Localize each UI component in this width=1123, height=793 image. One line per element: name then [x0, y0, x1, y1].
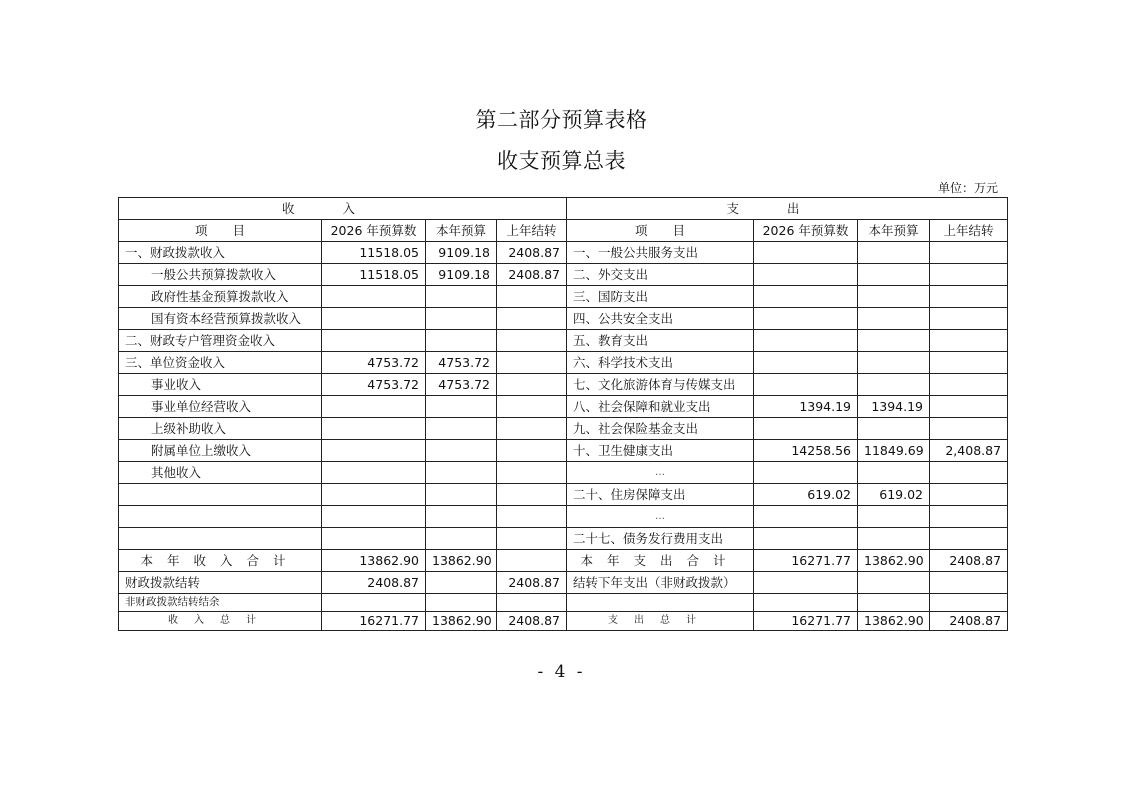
expense-item: 十、卫生健康支出	[567, 440, 754, 462]
expense-current-year	[858, 242, 930, 264]
expense-grand-total-carryover: 2408.87	[930, 612, 1008, 631]
income-current-year	[426, 330, 497, 352]
expense-current-year	[858, 352, 930, 374]
income-item: 二、财政专户管理资金收入	[119, 330, 322, 352]
expense-current-year	[858, 264, 930, 286]
table-row	[119, 352, 1008, 374]
income-item	[119, 484, 322, 506]
income-current-year: 4753.72	[426, 374, 497, 396]
table-row	[119, 396, 1008, 418]
income-item: 事业收入	[119, 374, 322, 396]
expense-item: 五、教育支出	[567, 330, 754, 352]
income-carryover	[497, 506, 567, 528]
expense-carryover	[930, 242, 1008, 264]
income-carryover	[497, 484, 567, 506]
income-item: 一般公共预算拨款收入	[119, 264, 322, 286]
expense-carryover	[930, 506, 1008, 528]
expense-current-year	[858, 308, 930, 330]
income-current-year: 4753.72	[426, 352, 497, 374]
expense-carryover	[930, 484, 1008, 506]
expense-item: 四、公共安全支出	[567, 308, 754, 330]
income-nonfiscal-budget-2026	[322, 594, 426, 612]
income-grand-total-current-year: 13862.90	[426, 612, 497, 631]
income-current-year-header: 本年预算	[426, 220, 497, 242]
income-grand-total-label: 收入总计	[119, 612, 322, 631]
expense-budget-2026	[754, 374, 858, 396]
income-item: 上级补助收入	[119, 418, 322, 440]
expense-item-header: 项 目	[567, 220, 754, 242]
income-current-year	[426, 308, 497, 330]
income-item-header: 项 目	[119, 220, 322, 242]
income-carryover	[497, 330, 567, 352]
expense-current-year	[858, 462, 930, 484]
income-carry-label: 财政拨款结转	[119, 572, 322, 594]
table-row	[119, 418, 1008, 440]
income-nonfiscal-label: 非财政拨款结转结余	[119, 594, 322, 612]
expense-carryover	[930, 528, 1008, 550]
expense-current-year	[858, 330, 930, 352]
table-row	[119, 528, 1008, 550]
income-carryover	[497, 286, 567, 308]
income-current-year	[426, 286, 497, 308]
expense-current-year	[858, 286, 930, 308]
income-carryover	[497, 418, 567, 440]
expense-carryover	[930, 352, 1008, 374]
income-item: 政府性基金预算拨款收入	[119, 286, 322, 308]
expense-grand-total-budget-2026: 16271.77	[754, 612, 858, 631]
income-year-total-budget-2026: 13862.90	[322, 550, 426, 572]
expense-current-year-header: 本年预算	[858, 220, 930, 242]
expense-carryover	[930, 308, 1008, 330]
expense-budget-2026: 1394.19	[754, 396, 858, 418]
table-row	[119, 484, 1008, 506]
expense-carry-carryover	[930, 572, 1008, 594]
expense-current-year	[858, 528, 930, 550]
expense-item: 七、文化旅游体育与传媒支出	[567, 374, 754, 396]
income-budget-2026: 4753.72	[322, 352, 426, 374]
income-carry-carryover: 2408.87	[497, 572, 567, 594]
expense-year-total-label: 本年支出合计	[567, 550, 754, 572]
income-current-year	[426, 440, 497, 462]
expense-budget-2026	[754, 352, 858, 374]
expense-current-year: 619.02	[858, 484, 930, 506]
expense-item: 二、外交支出	[567, 264, 754, 286]
income-nonfiscal-current-year	[426, 594, 497, 612]
income-carryover-header: 上年结转	[497, 220, 567, 242]
expense-item: 六、科学技术支出	[567, 352, 754, 374]
expense-year-total-budget-2026: 16271.77	[754, 550, 858, 572]
expense-item: 八、社会保障和就业支出	[567, 396, 754, 418]
income-grand-total-budget-2026: 16271.77	[322, 612, 426, 631]
expense-carryover-header: 上年结转	[930, 220, 1008, 242]
expense-carry-current-year	[858, 572, 930, 594]
income-item: 其他收入	[119, 462, 322, 484]
unit-label: 单位：万元	[937, 181, 998, 195]
income-carryover: 2408.87	[497, 264, 567, 286]
table-title: 收支预算总表	[497, 149, 626, 173]
nonfiscal-row	[119, 594, 1008, 612]
income-carry-current-year	[426, 572, 497, 594]
income-current-year	[426, 418, 497, 440]
expense-item-ellipsis: …	[567, 506, 754, 528]
income-carryover	[497, 528, 567, 550]
expense-nonfiscal-budget-2026	[754, 594, 858, 612]
income-budget-2026	[322, 506, 426, 528]
expense-current-year	[858, 374, 930, 396]
table-row	[119, 374, 1008, 396]
expense-budget-2026	[754, 528, 858, 550]
income-budget-2026: 4753.72	[322, 374, 426, 396]
expense-item: 九、社会保险基金支出	[567, 418, 754, 440]
income-budget-2026: 11518.05	[322, 264, 426, 286]
income-item: 三、单位资金收入	[119, 352, 322, 374]
income-item: 事业单位经营收入	[119, 396, 322, 418]
income-item	[119, 506, 322, 528]
expense-section-header: 支出	[567, 198, 1008, 220]
expense-current-year	[858, 418, 930, 440]
expense-carry-label: 结转下年支出（非财政拨款）	[567, 572, 754, 594]
income-item	[119, 528, 322, 550]
income-current-year: 9109.18	[426, 242, 497, 264]
expense-item-ellipsis: …	[567, 462, 754, 484]
expense-carryover	[930, 462, 1008, 484]
income-current-year	[426, 528, 497, 550]
expense-budget-2026	[754, 242, 858, 264]
income-current-year: 9109.18	[426, 264, 497, 286]
expense-carryover	[930, 286, 1008, 308]
expense-budget-2026	[754, 418, 858, 440]
expense-current-year	[858, 506, 930, 528]
expense-nonfiscal-current-year	[858, 594, 930, 612]
table-row	[119, 330, 1008, 352]
income-budget-2026	[322, 308, 426, 330]
income-carryover	[497, 352, 567, 374]
income-section-header: 收入	[119, 198, 567, 220]
expense-budget-2026: 619.02	[754, 484, 858, 506]
income-budget-2026	[322, 462, 426, 484]
income-item: 国有资本经营预算拨款收入	[119, 308, 322, 330]
income-budget-2026	[322, 286, 426, 308]
expense-budget-2026: 14258.56	[754, 440, 858, 462]
carryover-row	[119, 572, 1008, 594]
table-row	[119, 506, 1008, 528]
income-current-year	[426, 462, 497, 484]
income-carryover	[497, 462, 567, 484]
income-year-total-label: 本年收入合计	[119, 550, 322, 572]
column-header-row	[119, 220, 1008, 242]
table-row	[119, 440, 1008, 462]
expense-year-total-carryover: 2408.87	[930, 550, 1008, 572]
expense-carryover	[930, 396, 1008, 418]
income-budget-2026	[322, 396, 426, 418]
income-current-year	[426, 396, 497, 418]
expense-budget-2026-header: 2026 年预算数	[754, 220, 858, 242]
table-row	[119, 286, 1008, 308]
expense-current-year: 1394.19	[858, 396, 930, 418]
expense-grand-total-label: 支出总计	[567, 612, 754, 631]
income-budget-2026-header: 2026 年预算数	[322, 220, 426, 242]
table-row	[119, 462, 1008, 484]
income-current-year	[426, 506, 497, 528]
expense-item: 三、国防支出	[567, 286, 754, 308]
expense-budget-2026	[754, 308, 858, 330]
year-total-row	[119, 550, 1008, 572]
page-number: - 4 -	[537, 662, 586, 682]
table-row	[119, 308, 1008, 330]
expense-budget-2026	[754, 330, 858, 352]
expense-item: 二十七、债务发行费用支出	[567, 528, 754, 550]
income-carryover	[497, 396, 567, 418]
income-current-year	[426, 484, 497, 506]
income-item: 附属单位上缴收入	[119, 440, 322, 462]
income-carryover	[497, 440, 567, 462]
income-nonfiscal-carryover	[497, 594, 567, 612]
income-budget-2026	[322, 484, 426, 506]
expense-carryover	[930, 418, 1008, 440]
expense-nonfiscal-carryover	[930, 594, 1008, 612]
income-grand-total-carryover: 2408.87	[497, 612, 567, 631]
income-carry-budget-2026: 2408.87	[322, 572, 426, 594]
grand-total-row	[119, 612, 1008, 631]
expense-item: 二十、住房保障支出	[567, 484, 754, 506]
expense-item: 一、一般公共服务支出	[567, 242, 754, 264]
expense-carryover	[930, 374, 1008, 396]
expense-budget-2026	[754, 506, 858, 528]
expense-year-total-current-year: 13862.90	[858, 550, 930, 572]
expense-nonfiscal-label	[567, 594, 754, 612]
table-row	[119, 242, 1008, 264]
income-carryover	[497, 374, 567, 396]
expense-grand-total-current-year: 13862.90	[858, 612, 930, 631]
budget-summary-table	[118, 197, 1008, 631]
expense-budget-2026	[754, 264, 858, 286]
income-budget-2026: 11518.05	[322, 242, 426, 264]
page-title: 第二部分预算表格	[475, 108, 648, 132]
income-carryover	[497, 308, 567, 330]
income-budget-2026	[322, 418, 426, 440]
expense-carryover: 2,408.87	[930, 440, 1008, 462]
income-budget-2026	[322, 528, 426, 550]
expense-carryover	[930, 330, 1008, 352]
expense-budget-2026	[754, 286, 858, 308]
expense-carryover	[930, 264, 1008, 286]
income-carryover: 2408.87	[497, 242, 567, 264]
income-budget-2026	[322, 440, 426, 462]
table-row	[119, 264, 1008, 286]
expense-current-year: 11849.69	[858, 440, 930, 462]
section-header-row	[119, 198, 1008, 220]
income-year-total-carryover	[497, 550, 567, 572]
income-year-total-current-year: 13862.90	[426, 550, 497, 572]
expense-carry-budget-2026	[754, 572, 858, 594]
expense-budget-2026	[754, 462, 858, 484]
income-item: 一、财政拨款收入	[119, 242, 322, 264]
income-budget-2026	[322, 330, 426, 352]
